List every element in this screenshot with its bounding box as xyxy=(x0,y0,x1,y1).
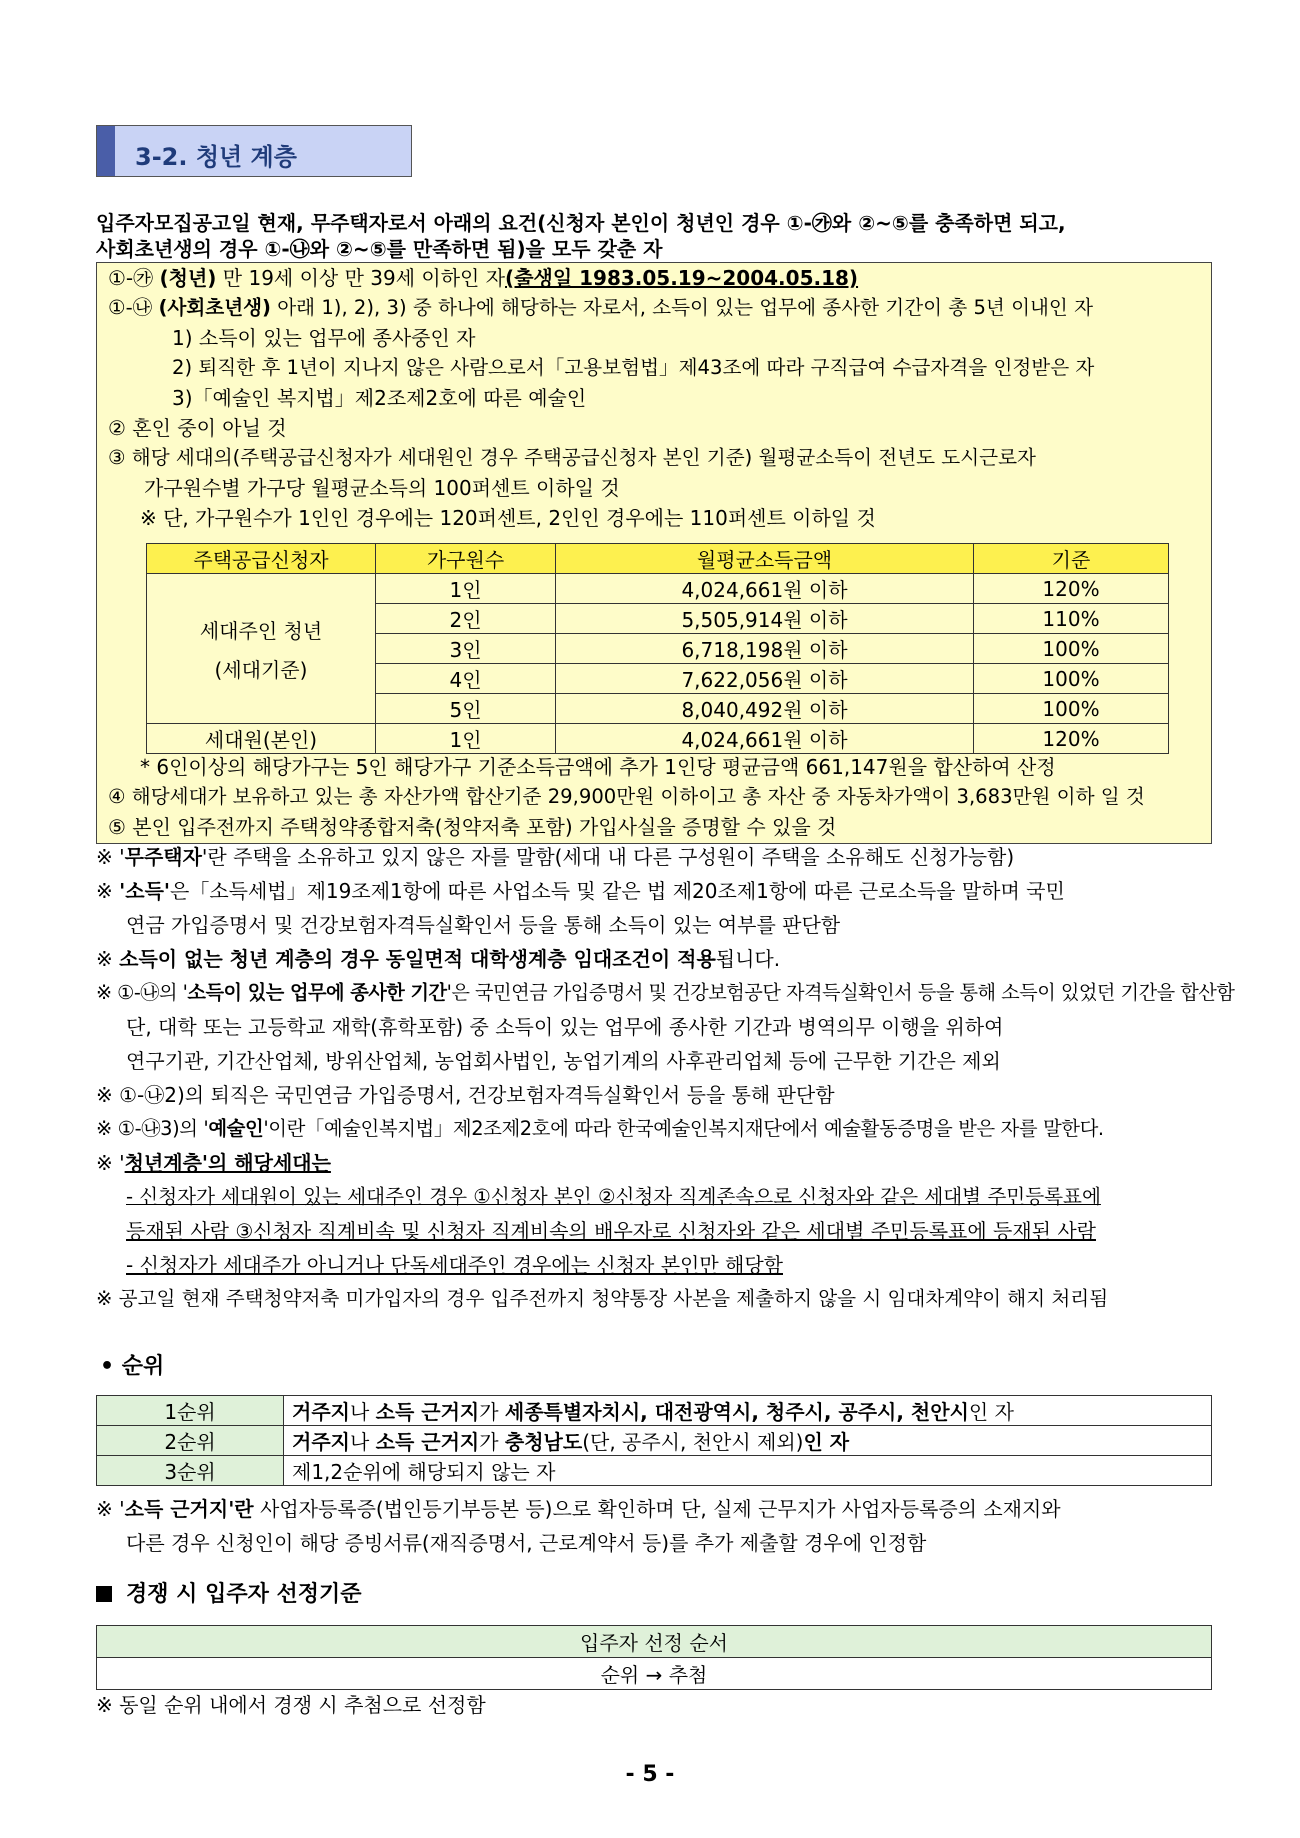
rank-note-cont: 다른 경우 신청인이 해당 증빙서류(재직증명서, 근로계약서 등)를 추가 제출할 경우에 인정함 xyxy=(126,1531,927,1555)
rank-text: (단, 공주시, 천안시 제외) xyxy=(582,1430,804,1454)
rank-regions: 세종특별자치시, 대전광역시, 청주시, 공주시, 천안시 xyxy=(504,1400,969,1424)
note-income-term: '소득' xyxy=(119,879,171,903)
col-amount: 월평균소득금액 xyxy=(556,544,974,574)
income-table-header xyxy=(147,544,1169,574)
col-applicant: 주택공급신청자 xyxy=(147,544,376,574)
table-row xyxy=(147,574,1169,604)
note-homeless xyxy=(96,842,1014,872)
rank-2-text xyxy=(284,1426,1212,1456)
note-work-period-term: 소득이 있는 업무에 종사한 기간 xyxy=(187,981,447,1004)
req-income-note: ※ 단, 가구원수가 1인인 경우에는 120퍼센트, 2인인 경우에는 110퍼센트 이하일 것 xyxy=(140,506,876,530)
section-header-bar xyxy=(97,126,115,176)
rank-3-label: 3순위 xyxy=(97,1456,284,1486)
rank-1-label: 1순위 xyxy=(97,1396,284,1426)
rank-2-label: 2순위 xyxy=(97,1426,284,1456)
rank-3-text: 제1,2순위에 해당되지 않는 자 xyxy=(284,1456,1212,1486)
req-newcomer-label: (사회초년생) xyxy=(158,296,272,319)
note-work-period-text: '은 국민연금 가입증명서 및 건강보험공단 자격득실확인서 등을 통해 소득이 있었던 기간을 합산함 xyxy=(446,981,1235,1004)
note-income-cont: 연금 가입증명서 및 건강보험자격득실확인서 등을 통해 소득이 있는 여부를 판단함 xyxy=(126,913,841,937)
cell-members: 4인 xyxy=(376,664,556,694)
cell-pct: 100% xyxy=(974,634,1169,664)
cell-amount: 6,718,198원 이하 xyxy=(556,634,974,664)
note-no-income-text: 됩니다. xyxy=(715,947,781,971)
cell-members: 5인 xyxy=(376,694,556,724)
rank-table xyxy=(96,1395,1212,1486)
note-mark: ※ ' xyxy=(96,1497,125,1521)
note-mark: ※ ①-㉯의 ' xyxy=(96,981,188,1004)
note-work-period xyxy=(96,978,1234,1008)
rank-term: 거주지 xyxy=(292,1400,350,1424)
cell-pct: 120% xyxy=(974,724,1169,754)
table-row xyxy=(97,1396,1212,1426)
rank-term: 소득 근거지 xyxy=(375,1430,480,1454)
note-mark: ※ xyxy=(96,947,120,971)
group-householder-label: 세대주인 청년 xyxy=(199,618,323,643)
note-savings-deadline: ※ 공고일 현재 주택청약저축 미가입자의 경우 입주전까지 청약통장 사본을 제출하지 않을 시 임대차계약이 해지 처리됨 xyxy=(96,1287,1109,1310)
req-income: ③ 해당 세대의(주택공급신청자가 세대원인 경우 주택공급신청자 본인 기준) 월평균소득이 전년도 도시근로자 xyxy=(108,446,1036,469)
note-artist xyxy=(96,1114,1104,1144)
note-no-income xyxy=(96,944,780,974)
rank-title: • 순위 xyxy=(100,1354,165,1379)
income-table xyxy=(146,543,1169,754)
req-youth-birth: (출생일 1983.05.19~2004.05.18) xyxy=(505,266,859,290)
note-homeless-text: '란 주택을 소유하고 있지 않은 자를 말함(세대 내 다른 구성원이 주택을 소유해도 신청가능함) xyxy=(201,845,1015,869)
square-bullet-icon xyxy=(96,1586,112,1602)
group-member: 세대원(본인) xyxy=(147,724,376,754)
intro-line-2: 사회초년생의 경우 ①-㉯와 ②~⑤를 만족하면 됨)을 모두 갖춘 자 xyxy=(96,237,663,261)
req-newcomer xyxy=(108,293,1093,323)
note-no-income-bold: 소득이 없는 청년 계층의 경우 동일면적 대학생계층 임대조건이 적용 xyxy=(119,947,716,971)
req-youth-prefix: ①-㉮ xyxy=(108,266,160,290)
note-retirement: ※ ①-㉯2)의 퇴직은 국민연금 가입증명서, 건강보험자격득실확인서 등을 통해 판단함 xyxy=(96,1083,835,1107)
req-unmarried: ② 혼인 중이 아닐 것 xyxy=(108,416,287,440)
cell-amount: 5,505,914원 이하 xyxy=(556,604,974,634)
cell-members: 3인 xyxy=(376,634,556,664)
section-header xyxy=(96,125,412,177)
selection-title xyxy=(96,1580,362,1610)
rank-text: 나 xyxy=(349,1400,376,1424)
note-homeless-term: 무주택자 xyxy=(124,845,202,869)
rank-text: 가 xyxy=(479,1400,505,1424)
req-six-plus-note: * 6인이상의 해당가구는 5인 해당가구 기준소득금액에 추가 1인당 평균금액 661,147원을 합산하여 산정 xyxy=(140,755,1056,779)
table-row xyxy=(97,1426,1212,1456)
note-artist-term: 예술인 xyxy=(208,1117,264,1140)
note-household-b: - 신청자가 세대주가 아니거나 단독세대주인 경우에는 신청자 본인만 해당함 xyxy=(126,1253,783,1277)
req-savings: ⑤ 본인 입주전까지 주택청약종합저축(청약저축 포함) 가입사실을 증명할 수 있을 것 xyxy=(108,815,837,839)
cell-pct: 100% xyxy=(974,664,1169,694)
req-newcomer-1: 1) 소득이 있는 업무에 종사중인 자 xyxy=(172,326,476,350)
req-youth xyxy=(108,263,858,293)
rank-1-text xyxy=(284,1396,1212,1426)
req-newcomer-prefix: ①-㉯ xyxy=(108,296,159,319)
note-income xyxy=(96,876,1065,906)
rank-text: 인 자 xyxy=(968,1400,1014,1424)
note-mark: ※ ①-㉯3)의 ' xyxy=(96,1117,209,1140)
note-income-text: 은「소득세법」제19조제1항에 따른 사업소득 및 같은 법 제20조제1항에 따른 근로소득을 말하며 국민 xyxy=(170,879,1065,903)
note-household-a2: 등재된 사람 ③신청자 직계비속 및 신청자 직계비속의 배우자로 신청자와 같은 세대별 주민등록표에 등재된 사람 xyxy=(126,1219,1096,1243)
cell-pct: 100% xyxy=(974,694,1169,724)
cell-members: 1인 xyxy=(376,574,556,604)
rank-note-text: 사업자등록증(법인등기부등본 등)으로 확인하며 단, 실제 근무지가 사업자등록증의 소재지와 xyxy=(253,1497,1061,1521)
req-assets: ④ 해당세대가 보유하고 있는 총 자산가액 합산기준 29,900만원 이하이고 총 자산 중 자동차가액이 3,683만원 이하 일 것 xyxy=(108,785,1145,808)
cell-amount: 4,024,661원 이하 xyxy=(556,574,974,604)
selection-title-text: 경쟁 시 입주자 선정기준 xyxy=(126,1582,362,1607)
table-row xyxy=(97,1626,1212,1658)
rank-term: 거주지 xyxy=(292,1430,350,1454)
note-work-period-cont-1: 단, 대학 또는 고등학교 재학(휴학포함) 중 소득이 있는 업무에 종사한 기간과 병역의무 이행을 위하여 xyxy=(126,1015,1004,1039)
req-youth-label: (청년) xyxy=(159,266,217,290)
cell-pct: 110% xyxy=(974,604,1169,634)
cell-amount: 4,024,661원 이하 xyxy=(556,724,974,754)
selection-note: ※ 동일 순위 내에서 경쟁 시 추첨으로 선정함 xyxy=(96,1693,486,1717)
selection-value: 순위 → 추첨 xyxy=(97,1658,1212,1690)
table-row xyxy=(97,1658,1212,1690)
rank-note-term: 소득 근거지'란 xyxy=(124,1497,254,1521)
req-youth-text: 만 19세 이상 만 39세 이하인 자 xyxy=(216,266,506,290)
page-number: - 5 - xyxy=(625,1762,675,1787)
col-criteria: 기준 xyxy=(974,544,1169,574)
req-newcomer-text: 아래 1), 2), 3) 중 하나에 해당하는 자로서, 소득이 있는 업무에 종사한 기간이 총 5년 이내인 자 xyxy=(271,296,1094,319)
rank-text: 가 xyxy=(479,1430,505,1454)
table-row xyxy=(147,724,1169,754)
cell-pct: 120% xyxy=(974,574,1169,604)
rank-text: 인 자 xyxy=(803,1430,850,1454)
table-row xyxy=(97,1456,1212,1486)
note-artist-text: '이란「예술인복지법」제2조제2호에 따라 한국예술인복지재단에서 예술활동증명을 받은 자를 말한다. xyxy=(263,1117,1104,1140)
rank-regions: 충청남도 xyxy=(504,1430,583,1454)
cell-amount: 7,622,056원 이하 xyxy=(556,664,974,694)
rank-note xyxy=(96,1494,1061,1524)
selection-header: 입주자 선정 순서 xyxy=(97,1626,1212,1658)
group-householder-sub: (세대기준) xyxy=(214,657,308,682)
req-newcomer-2: 2) 퇴직한 후 1년이 지나지 않은 사람으로서「고용보험법」제43조에 따라 구직급여 수급자격을 인정받은 자 xyxy=(172,356,1095,379)
cell-amount: 8,040,492원 이하 xyxy=(556,694,974,724)
note-mark: ※ ' xyxy=(96,1151,125,1175)
note-work-period-cont-2: 연구기관, 기간산업체, 방위산업체, 농업회사법인, 농업기계의 사후관리업체 등에 근무한 기간은 제외 xyxy=(126,1049,1001,1073)
note-mark: ※ xyxy=(96,879,120,903)
col-members: 가구원수 xyxy=(376,544,556,574)
note-household xyxy=(96,1148,331,1178)
intro-line-1: 입주자모집공고일 현재, 무주택자로서 아래의 요건(신청자 본인이 청년인 경우 ①-㉮와 ②~⑤를 충족하면 되고, xyxy=(96,211,1066,235)
note-household-a1: - 신청자가 세대원이 있는 세대주인 경우 ①신청자 본인 ②신청자 직계존속으로 신청자와 같은 세대별 주민등록표에 xyxy=(126,1185,1101,1208)
note-mark: ※ ' xyxy=(96,845,125,869)
section-title: 3-2. 청년 계층 xyxy=(135,143,297,171)
rank-text: 나 xyxy=(349,1430,376,1454)
cell-members: 1인 xyxy=(376,724,556,754)
note-household-title: 청년계층'의 해당세대는 xyxy=(124,1151,331,1175)
cell-members: 2인 xyxy=(376,604,556,634)
selection-table xyxy=(96,1625,1212,1690)
req-newcomer-3: 3)「예술인 복지법」제2조제2호에 따른 예술인 xyxy=(172,386,587,410)
group-householder xyxy=(147,574,376,724)
rank-term: 소득 근거지 xyxy=(375,1400,480,1424)
req-income-cont: 가구원수별 가구당 월평균소득의 100퍼센트 이하일 것 xyxy=(144,476,620,500)
